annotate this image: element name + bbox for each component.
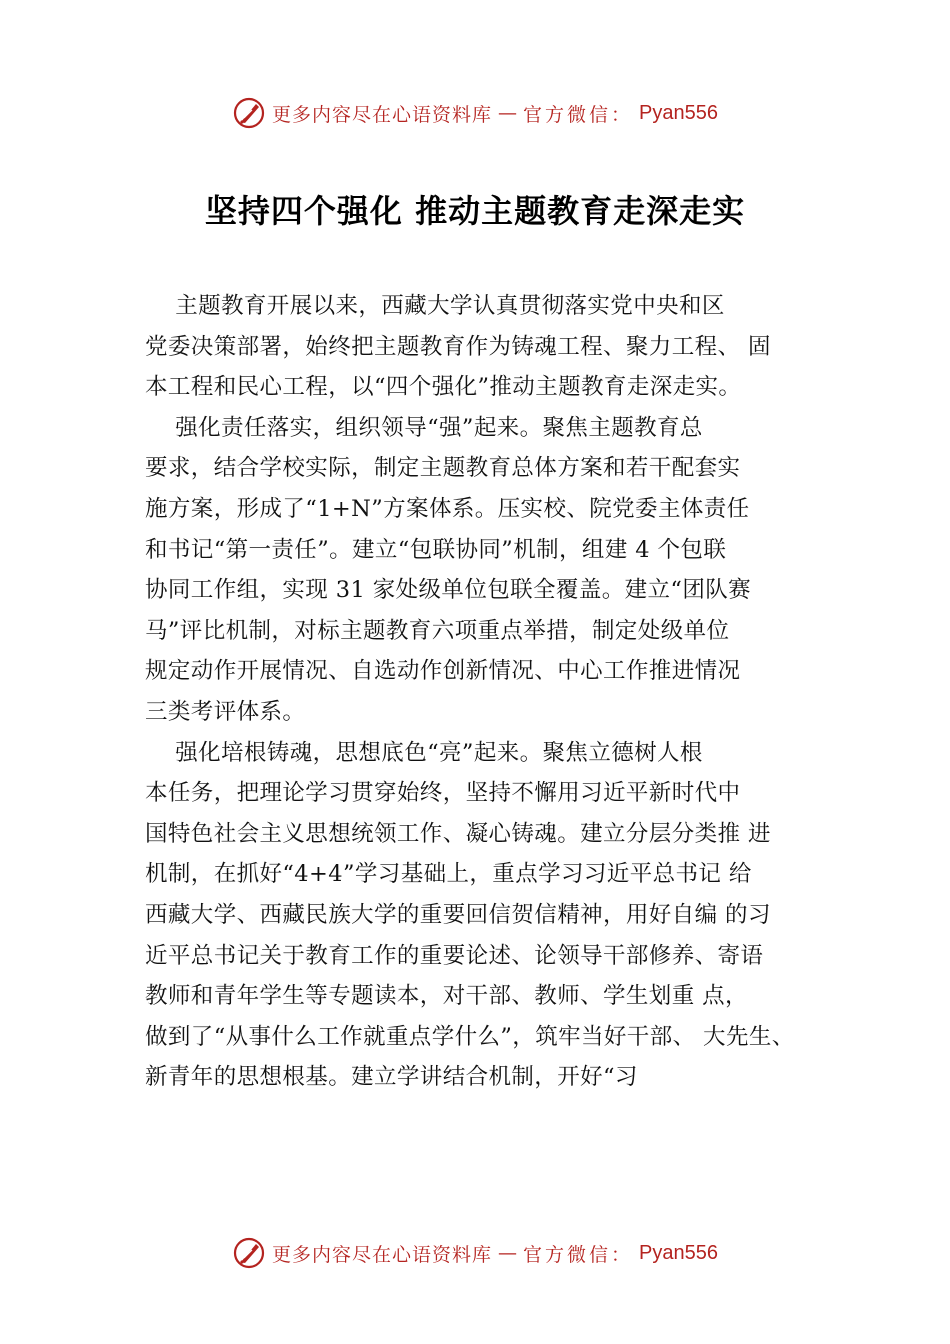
quill-logo-icon bbox=[232, 96, 266, 130]
body-line: 做到了“从事什么工作就重点学什么”，筑牢当好干部、 大先生、 bbox=[145, 1023, 795, 1050]
footer-site-text: 更多内容尽在心语资料库 bbox=[272, 1243, 493, 1266]
header-banner bbox=[0, 96, 950, 130]
footer-wechat-id: Pyan556 bbox=[639, 1241, 718, 1264]
quill-logo-icon bbox=[232, 1236, 266, 1270]
footer-banner bbox=[0, 1236, 950, 1270]
header-dash: — bbox=[498, 102, 518, 124]
body-line: 党委决策部署，始终把主题教育作为铸魂工程、聚力工程、 固 bbox=[145, 333, 771, 360]
body-line: 要求，结合学校实际，制定主题教育总体方案和若干配套实 bbox=[145, 455, 741, 482]
body-line: 规定动作开展情况、自选动作创新情况、中心工作推进情况 bbox=[145, 658, 741, 685]
body-line: 教师和青年学生等专题读本，对干部、教师、学生划重 点， bbox=[145, 983, 748, 1010]
footer-dash: — bbox=[498, 1242, 518, 1264]
body-line: 强化培根铸魂，思想底色“亮”起来。聚焦立德树人根 bbox=[145, 739, 703, 766]
body-line: 主题教育开展以来，西藏大学认真贯彻落实党中央和区 bbox=[145, 293, 725, 319]
document-body bbox=[145, 286, 845, 1098]
body-line: 三类考评体系。 bbox=[145, 698, 306, 725]
body-line: 新青年的思想根基。建立学讲结合机制，开好“习 bbox=[145, 1064, 638, 1091]
body-line: 机制，在抓好“4+4”学习基础上，重点学习习近平总书记 给 bbox=[145, 861, 752, 888]
body-line: 施方案，形成了“1+N”方案体系。压实校、院党委主体责任 bbox=[145, 495, 750, 522]
body-line: 国特色社会主义思想统领工作、凝心铸魂。建立分层分类推 进 bbox=[145, 820, 771, 847]
document-title: 坚持四个强化 推动主题教育走深走实 bbox=[204, 192, 746, 230]
body-line: 西藏大学、西藏民族大学的重要回信贺信精神，用好自编 的习 bbox=[145, 901, 771, 928]
header-wechat-label: 官方微信： bbox=[523, 103, 634, 126]
footer-wechat-label: 官方微信： bbox=[523, 1243, 634, 1266]
body-line: 协同工作组，实现 31 家处级单位包联全覆盖。建立“团队赛 bbox=[145, 577, 752, 604]
header-wechat-id: Pyan556 bbox=[639, 101, 718, 124]
body-line: 本任务，把理论学习贯穿始终，坚持不懈用习近平新时代中 bbox=[145, 780, 741, 807]
body-line: 近平总书记关于教育工作的重要论述、论领导干部修养、寄语 bbox=[145, 942, 764, 969]
body-line: 强化责任落实，组织领导“强”起来。聚焦主题教育总 bbox=[145, 414, 703, 441]
body-line: 马”评比机制，对标主题教育六项重点举措，制定处级单位 bbox=[145, 617, 730, 644]
header-site-text: 更多内容尽在心语资料库 bbox=[272, 103, 493, 126]
body-line: 本工程和民心工程，以“四个强化”推动主题教育走深走实。 bbox=[145, 374, 742, 401]
body-line: 和书记“第一责任”。建立“包联协同”机制，组建 4 个包联 bbox=[145, 536, 727, 563]
